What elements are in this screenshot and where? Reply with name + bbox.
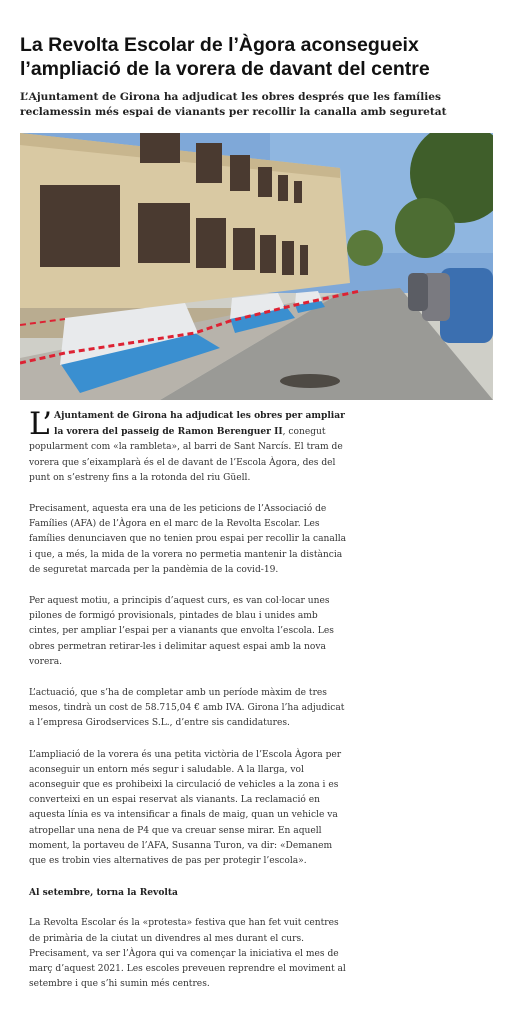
body-paragraph: Precisament, aquesta era una de les peticions de l’Associació de Famílies (AFA) de l’Àgora en el marc de la Revolta Escolar. Les famílies denunciaven que no tenien prou espai per recollir la canalla i que, a més, la mida de la vorera no permetia mantenir la distància de seguretat marcada per la pandèmia de la covid-19. — [29, 504, 347, 575]
article-photo — [20, 133, 493, 400]
body-paragraph: Per aquest motiu, a principis d’aquest curs, es van col·locar unes pilones de formigó provisionals, pintades de blau i unides amb cintes, per ampliar l’espai per a vianants que envolta l’escola. Les obres permetran retirar-les i delimitar aquest espai amb la nova vorera. — [29, 596, 334, 667]
body-paragraph: L’ampliació de la vorera és una petita victòria de l’Escola Àgora per aconseguir un entorn més segur i saludable. A la llarga, vol aconseguir que es prohibeixi la circulació de vehicles a la zona i es converteixi en un espai reservat als vianants. La reclamació en aquesta línia es va intensificar a finals de maig, quan un vehicle va atropellar una nena de P4 que va creuar sense mirar. En aquell moment, la portaveu de l’AFA, Susanna Turon, va dir: «Demanem que es trobin vies alternatives de pas per protegir l’escola». — [29, 749, 342, 867]
body-paragraph: L’actuació, que s’ha de completar amb un període màxim de tres mesos, tindrà un cost de 58.715,04 € amb IVA. Girona l’ha adjudicat a l’empresa Girodservices S.L., d’entre sis candidatures. — [29, 688, 345, 729]
lead-bold-text: Ajuntament de Girona ha adjudicat les obres per ampliar la vorera del passeig de Ramon Berenguer II — [54, 410, 345, 438]
article-subtitle: L’Ajuntament de Girona ha adjudicat les obres després que les famílies reclamessin més espai de vianants per recollir la canalla amb seguretat — [20, 91, 447, 118]
article-title: La Revolta Escolar de l’Àgora aconsegueix l’ampliació de la vorera de davant del centre — [20, 34, 430, 80]
street-photo-illustration — [20, 133, 493, 400]
lead-paragraph — [29, 408, 349, 486]
article-body — [29, 408, 349, 1009]
section-heading: Al setembre, torna la Revolta — [29, 887, 178, 899]
body-paragraph: La Revolta Escolar és la «protesta» festiva que han fet vuit centres de primària de la ciutat un divendres al mes durant el curs. Precisament, va ser l’Àgora qui va començar la iniciativa el mes de març d’aquest 2021. Les escoles preveuen reprendre el moviment al setembre i que s’hi sumin més centres. — [29, 918, 346, 990]
dropcap: L’ — [29, 406, 53, 442]
lead-rest-text: , conegut popularment com «la rambleta», al barri de Sant Narcís. El tram de vorera que s’eixamplarà és el de davant de l’Escola Àgora, des del punt on s’estreny fins a la rotonda del riu Güell. — [29, 427, 343, 483]
